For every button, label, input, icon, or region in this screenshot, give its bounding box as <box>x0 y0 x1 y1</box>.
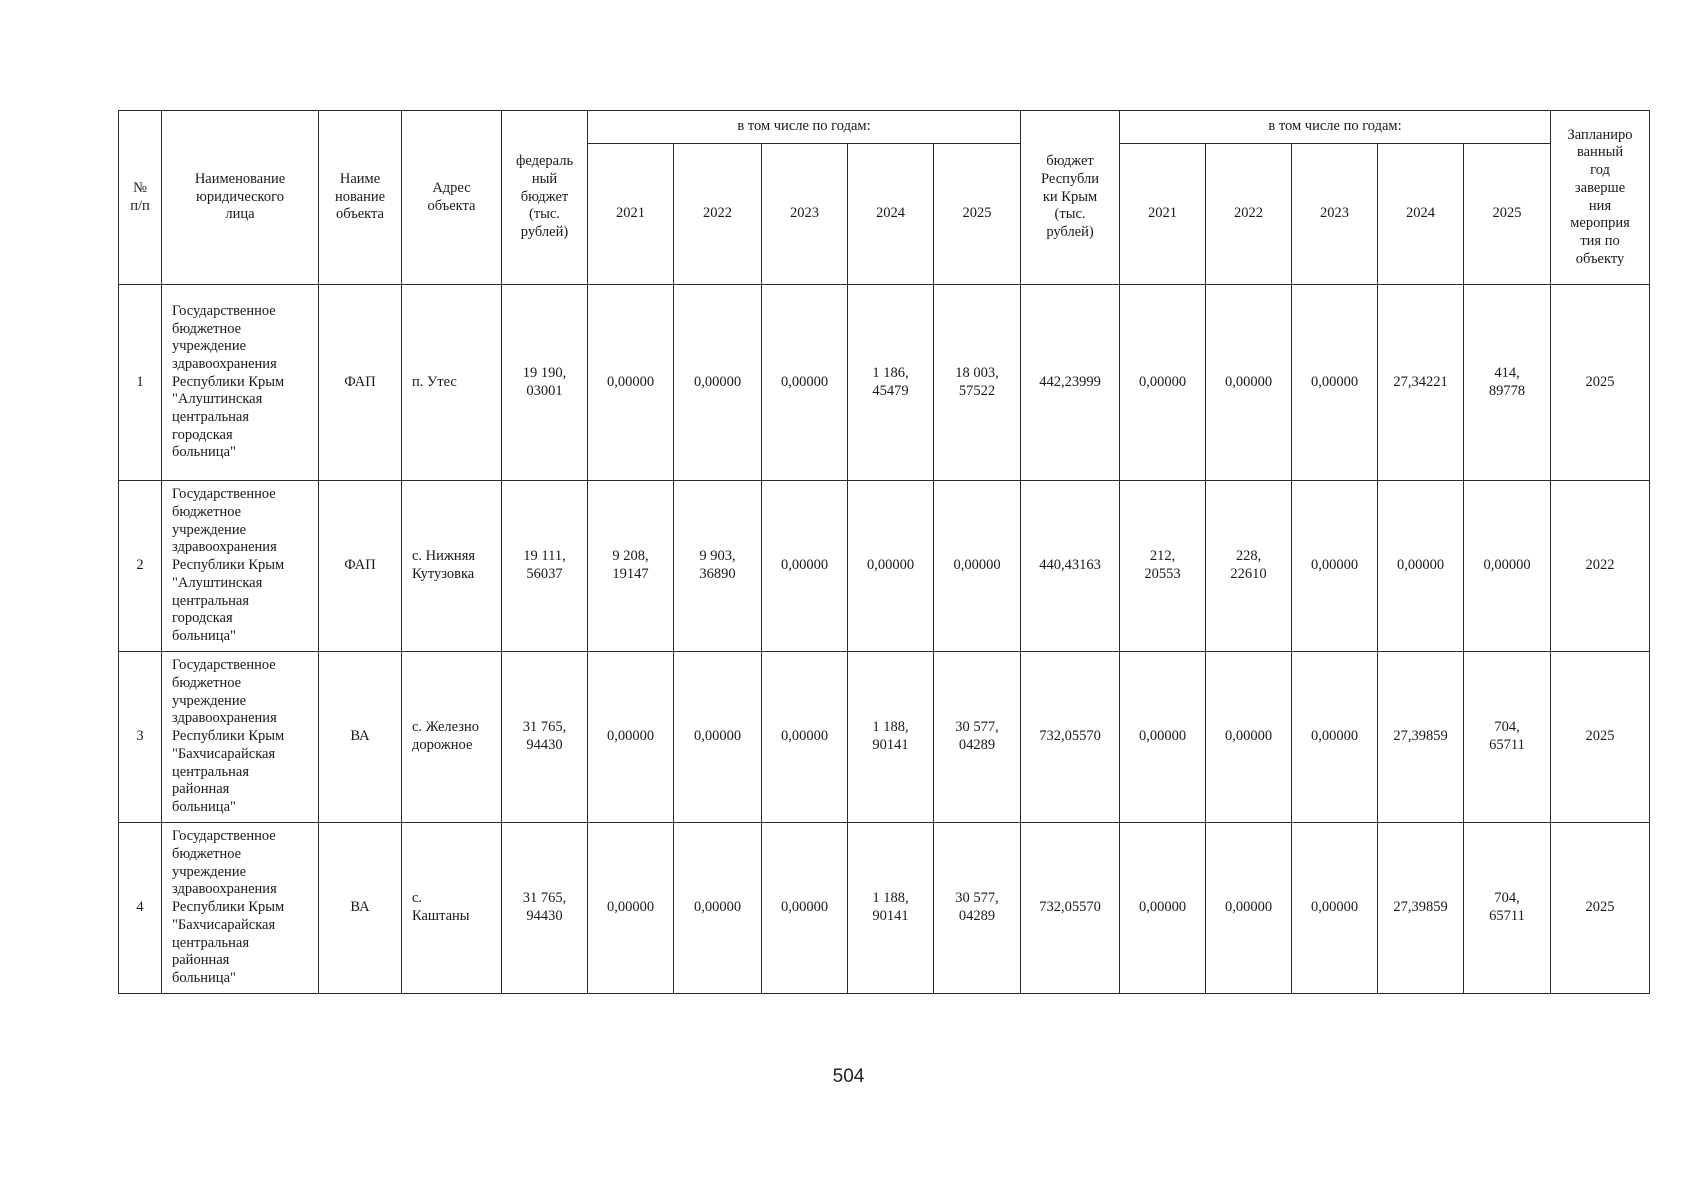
table-row <box>119 652 1650 823</box>
cell-reg-year-value: 0,00000 <box>1292 652 1378 823</box>
cell-fed-year-value: 1 186, 45479 <box>848 285 934 481</box>
cell-federal-budget: 19 190, 03001 <box>502 285 588 481</box>
header-fed-year: 2025 <box>934 144 1021 285</box>
table-row <box>119 823 1650 994</box>
cell-fed-year-value: 9 208, 19147 <box>588 481 674 652</box>
cell-fed-year-value: 0,00000 <box>762 652 848 823</box>
cell-num: 1 <box>119 285 162 481</box>
header-fed-year: 2021 <box>588 144 674 285</box>
page-number: 504 <box>832 1066 865 1087</box>
cell-regional-budget: 442,23999 <box>1021 285 1120 481</box>
header-years-group-regional: в том числе по годам: <box>1120 111 1551 144</box>
cell-fed-year-value: 0,00000 <box>762 823 848 994</box>
header-reg-year: 2024 <box>1378 144 1464 285</box>
header-reg-year: 2025 <box>1464 144 1551 285</box>
cell-reg-year-value: 0,00000 <box>1206 652 1292 823</box>
header-num: № п/п <box>119 111 162 285</box>
cell-fed-year-value: 0,00000 <box>588 285 674 481</box>
cell-reg-year-value: 0,00000 <box>1206 285 1292 481</box>
cell-reg-year-value: 704, 65711 <box>1464 652 1551 823</box>
cell-object-name: ВА <box>319 823 402 994</box>
header-reg-year: 2022 <box>1206 144 1292 285</box>
cell-fed-year-value: 18 003, 57522 <box>934 285 1021 481</box>
cell-reg-year-value: 0,00000 <box>1378 481 1464 652</box>
header-regional-budget: бюджет Республи ки Крым (тыс. рублей) <box>1021 111 1120 285</box>
cell-reg-year-value: 0,00000 <box>1464 481 1551 652</box>
cell-fed-year-value: 1 188, 90141 <box>848 823 934 994</box>
cell-fed-year-value: 1 188, 90141 <box>848 652 934 823</box>
cell-fed-year-value: 30 577, 04289 <box>934 652 1021 823</box>
cell-fed-year-value: 0,00000 <box>762 285 848 481</box>
cell-reg-year-value: 0,00000 <box>1120 285 1206 481</box>
cell-planned-year: 2022 <box>1551 481 1650 652</box>
cell-regional-budget: 440,43163 <box>1021 481 1120 652</box>
header-reg-year: 2023 <box>1292 144 1378 285</box>
cell-num: 3 <box>119 652 162 823</box>
cell-reg-year-value: 228, 22610 <box>1206 481 1292 652</box>
cell-fed-year-value: 0,00000 <box>674 823 762 994</box>
cell-object-name: ВА <box>319 652 402 823</box>
cell-org-name: Государственное бюджетное учреждение здравоохранения Республики Крым "Бахчисарайская центральная районная больница" <box>162 652 319 823</box>
cell-org-name: Государственное бюджетное учреждение здравоохранения Республики Крым "Алуштинская центральная городская больница" <box>162 481 319 652</box>
cell-reg-year-value: 0,00000 <box>1292 285 1378 481</box>
cell-org-name: Государственное бюджетное учреждение здравоохранения Республики Крым "Алуштинская центральная городская больница" <box>162 285 319 481</box>
cell-reg-year-value: 414, 89778 <box>1464 285 1551 481</box>
table-row <box>119 285 1650 481</box>
cell-fed-year-value: 0,00000 <box>674 652 762 823</box>
cell-num: 2 <box>119 481 162 652</box>
cell-federal-budget: 19 111, 56037 <box>502 481 588 652</box>
cell-planned-year: 2025 <box>1551 285 1650 481</box>
cell-address: с. Каштаны <box>402 823 502 994</box>
cell-object-name: ФАП <box>319 481 402 652</box>
cell-fed-year-value: 0,00000 <box>588 652 674 823</box>
cell-federal-budget: 31 765, 94430 <box>502 652 588 823</box>
cell-fed-year-value: 9 903, 36890 <box>674 481 762 652</box>
cell-reg-year-value: 27,39859 <box>1378 652 1464 823</box>
cell-org-name: Государственное бюджетное учреждение здравоохранения Республики Крым "Бахчисарайская центральная районная больница" <box>162 823 319 994</box>
header-object-name: Наиме нование объекта <box>319 111 402 285</box>
cell-address: с. Железно дорожное <box>402 652 502 823</box>
cell-fed-year-value: 0,00000 <box>762 481 848 652</box>
cell-reg-year-value: 212, 20553 <box>1120 481 1206 652</box>
cell-regional-budget: 732,05570 <box>1021 652 1120 823</box>
cell-federal-budget: 31 765, 94430 <box>502 823 588 994</box>
cell-regional-budget: 732,05570 <box>1021 823 1120 994</box>
header-address: Адрес объекта <box>402 111 502 285</box>
cell-reg-year-value: 0,00000 <box>1120 652 1206 823</box>
header-planned-year: Запланиро ванный год заверше ния мероприя тия по объекту <box>1551 111 1650 285</box>
cell-planned-year: 2025 <box>1551 652 1650 823</box>
cell-num: 4 <box>119 823 162 994</box>
header-fed-year: 2024 <box>848 144 934 285</box>
header-federal-budget: федераль ный бюджет (тыс. рублей) <box>502 111 588 285</box>
cell-reg-year-value: 0,00000 <box>1292 823 1378 994</box>
header-reg-year: 2021 <box>1120 144 1206 285</box>
cell-planned-year: 2025 <box>1551 823 1650 994</box>
cell-object-name: ФАП <box>319 285 402 481</box>
cell-address: с. Нижняя Кутузовка <box>402 481 502 652</box>
cell-fed-year-value: 0,00000 <box>674 285 762 481</box>
table-row <box>119 481 1650 652</box>
cell-reg-year-value: 27,34221 <box>1378 285 1464 481</box>
cell-fed-year-value: 30 577, 04289 <box>934 823 1021 994</box>
cell-fed-year-value: 0,00000 <box>934 481 1021 652</box>
cell-fed-year-value: 0,00000 <box>588 823 674 994</box>
cell-fed-year-value: 0,00000 <box>848 481 934 652</box>
cell-address: п. Утес <box>402 285 502 481</box>
budget-table <box>118 110 1650 994</box>
cell-reg-year-value: 0,00000 <box>1292 481 1378 652</box>
cell-reg-year-value: 0,00000 <box>1120 823 1206 994</box>
header-fed-year: 2022 <box>674 144 762 285</box>
cell-reg-year-value: 0,00000 <box>1206 823 1292 994</box>
header-years-group-federal: в том числе по годам: <box>588 111 1021 144</box>
cell-reg-year-value: 27,39859 <box>1378 823 1464 994</box>
cell-reg-year-value: 704, 65711 <box>1464 823 1551 994</box>
header-org-name: Наименование юридического лица <box>162 111 319 285</box>
header-fed-year: 2023 <box>762 144 848 285</box>
